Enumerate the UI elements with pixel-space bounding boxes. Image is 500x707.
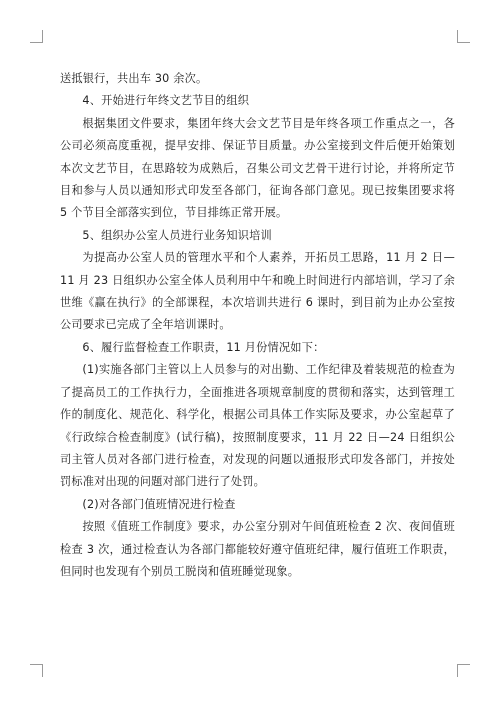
paragraph: (1)实施各部门主管以上人员参与的对出勤、工作纪律及着装规范的检查为了提高员工的工作执行力，全面推进各项规章制度的贯彻和落实，达到管理工作的制度化、规范化、科学化，根据公司具体工作实际及要求，办公室起草了《行政综合检查制度》(试行稿)，按照制度要求，11 月 22 日—24 日组织公司主管人员对各部门进行检查，对发现的问题以通报形式印发各部门，并按处罚标准对出现的问题对部门进行了处罚。 [60,363,455,489]
crop-mark-top-left [30,30,43,43]
paragraph: 送抵银行，共出车 30 余次。 [60,72,208,85]
crop-mark-top-right [457,30,470,43]
section-heading: 4、开始进行年终文艺节目的组织 [82,94,250,108]
section-heading: 6、履行监督检查工作职责，11 月份情况如下： [82,340,325,354]
section-heading: 5、组织办公室人员进行业务知识培训 [82,228,272,242]
crop-mark-bottom-right [457,664,470,677]
crop-mark-bottom-left [30,664,43,677]
sub-heading: (2)对各部门值班情况进行检查 [82,497,236,511]
paragraph: 为提高办公室人员的管理水平和个人素养，开拓员工思路，11 月 2 日—11 月 23 日组织办公室全体人员利用中午和晚上时间进行内部培训，学习了余世维《赢在执行》的全部课程，本次培训共进行 6 课时，到目前为止办公室按公司要求已完成了全年培训课时。 [60,251,455,332]
paragraph: 根据集团文件要求，集团年终大会文艺节目是年终各项工作重点之一，各公司必须高度重视，提早安排、保证节目质量。办公室接到文件后便开始策划本次文艺节目，在思路较为成熟后，召集公司文艺骨干进行讨论，并将所定节目和参与人员以通知形式印发至各部门，征询各部门意见。现已按集团要求将 5 个节目全部落实到位，节目排练正常开展。 [60,116,455,220]
paragraph: 按照《值班工作制度》要求，办公室分别对午间值班检查 2 次、夜间值班检查 3 次，通过检查认为各部门都能较好遵守值班纪律，履行值班工作职责，但同时也发现有个别员工脱岗和值班睡觉现象。 [60,520,455,578]
document-body [60,68,455,583]
